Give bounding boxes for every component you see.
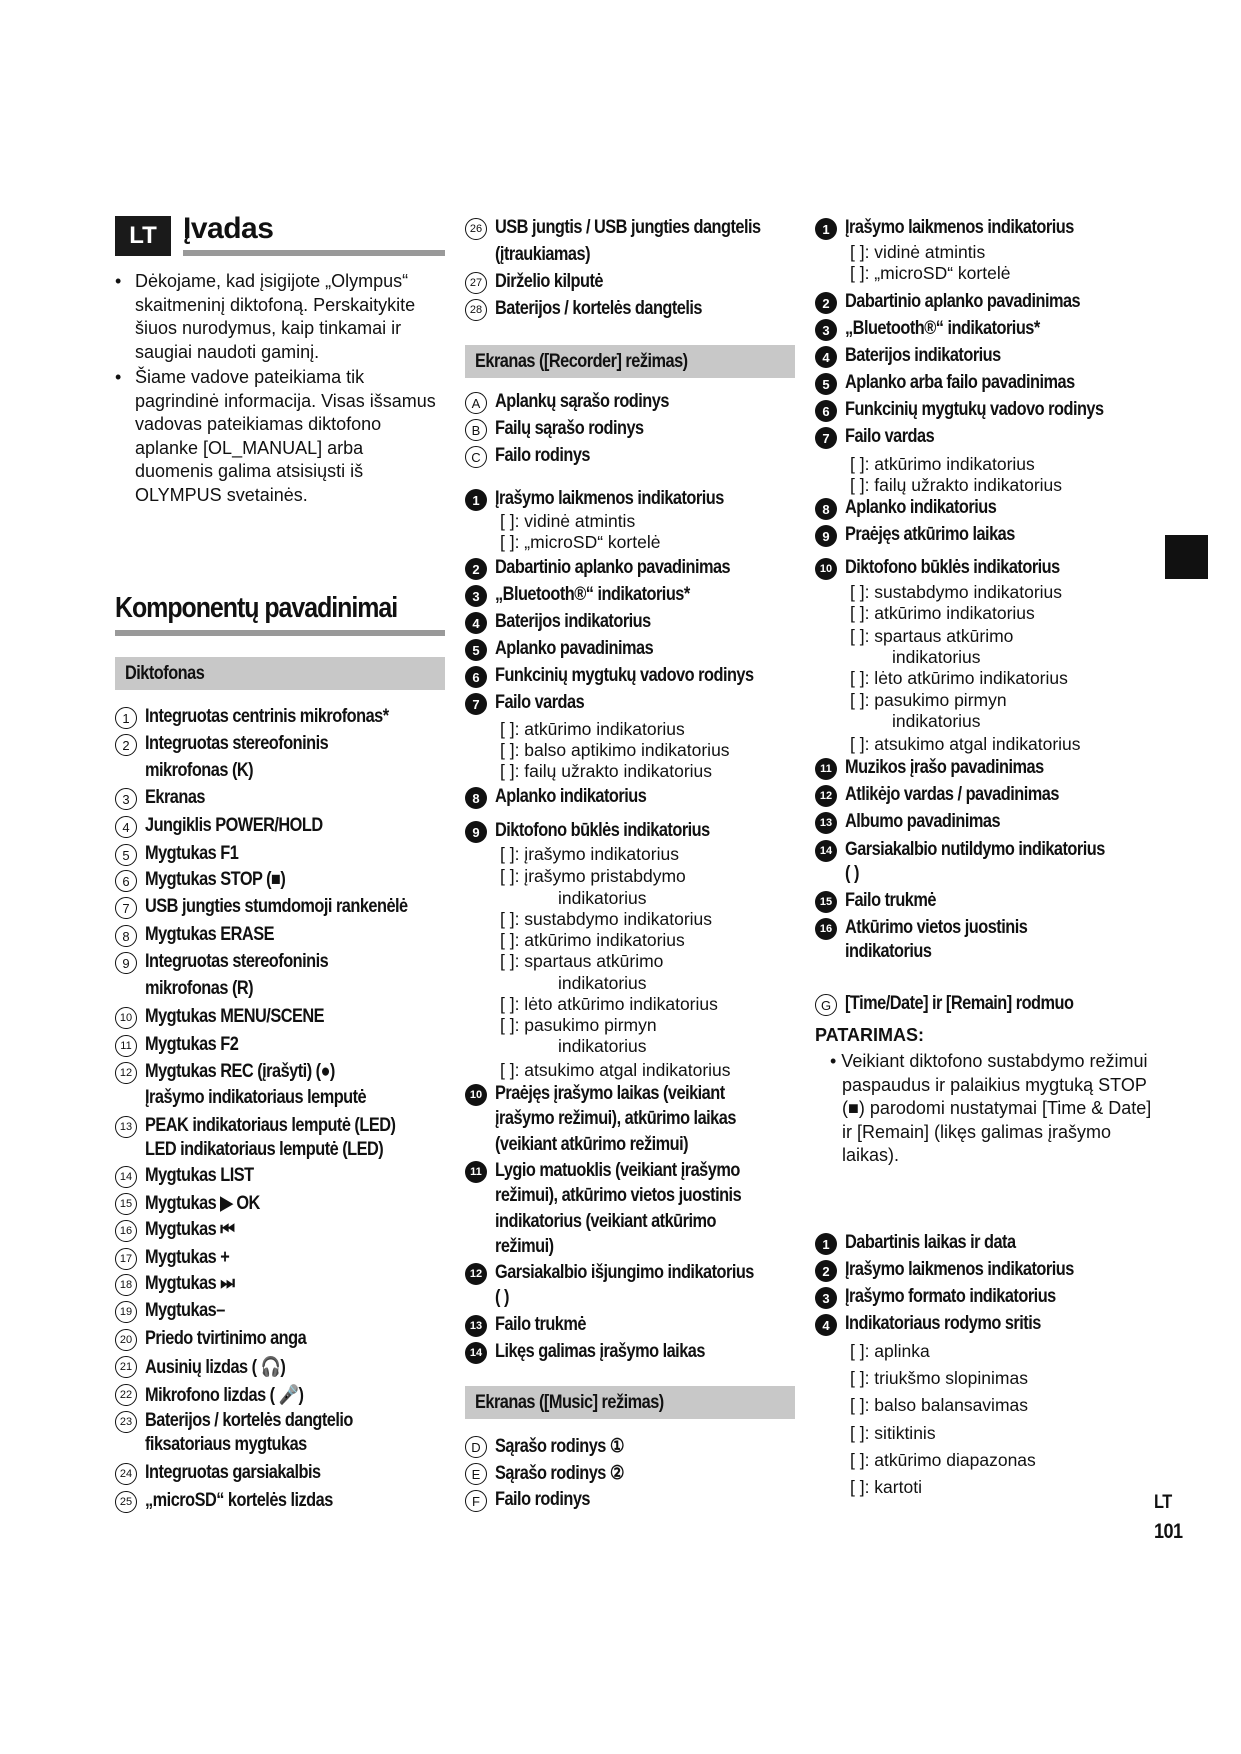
part-item-label: Integruotas stereofoninis [145, 951, 329, 972]
recorder-item-number: 9 [465, 821, 487, 843]
intro-bullet-list [115, 270, 445, 507]
part-item-number: 22 [115, 1384, 137, 1406]
recorder-item-cont [465, 1108, 775, 1131]
recorder-item-number: 2 [465, 558, 487, 580]
part-item [115, 760, 271, 783]
recorder-subitem: indikatorius [558, 973, 647, 993]
part-item [115, 1383, 329, 1407]
view-item-number: B [465, 419, 487, 441]
time-subitem: [ ]: kartoti [850, 1477, 922, 1497]
recorder-item [465, 611, 676, 634]
part-item-number: 8 [115, 925, 137, 947]
footer-lang: LT [1154, 1492, 1172, 1513]
recorder-item-cont-label: įrašymo režimui), atkūrimo laikas [495, 1108, 736, 1129]
music-item-label: Garsiakalbio nutildymo indikatorius [845, 839, 1105, 860]
part-item [465, 217, 804, 240]
music-item [815, 917, 1057, 940]
recorder-item [465, 584, 721, 607]
part-item [115, 978, 271, 1001]
music-item-label: Diktofono būklės indikatorius [845, 557, 1060, 578]
recorder-item-number: 11 [465, 1161, 487, 1183]
recorder-item-label: Diktofono būklės indikatorius [495, 820, 710, 841]
music-item-number: 6 [815, 400, 837, 422]
part-item [115, 1300, 238, 1323]
part-item [115, 1355, 308, 1379]
part-item-number: 20 [115, 1329, 137, 1351]
recorder-item [465, 786, 671, 809]
time-item [815, 1313, 1073, 1336]
music-item-label: Albumo pavadinimas [845, 811, 1001, 832]
part-item [115, 869, 308, 892]
part-item-label: Integruotas centrinis mikrofonas* [145, 706, 389, 727]
music-item-number: 7 [815, 427, 837, 449]
part-item-number: 25 [115, 1491, 137, 1513]
recorder-item-number: 8 [465, 787, 487, 809]
part-item-label: Įrašymo indikatoriaus lemputė [145, 1087, 367, 1108]
part-item-number: 13 [115, 1116, 137, 1138]
view-item-label: Sąrašo rodinys ② [495, 1463, 624, 1484]
recorder-item-label: Baterijos indikatorius [495, 611, 651, 632]
time-subitem: [ ]: triukšmo slopinimas [850, 1368, 1028, 1388]
components-underline [115, 630, 445, 636]
recorder-subitem: indikatorius [558, 1036, 647, 1056]
recorder-item [465, 820, 745, 843]
part-item [115, 815, 352, 838]
music-item [815, 426, 949, 449]
time-item-number: 1 [815, 1233, 837, 1255]
part-item-number: 27 [465, 272, 487, 294]
music-item-label: Atlikėjo vardas / pavadinimas [845, 784, 1059, 805]
recorder-subitem: [ ]: failų užrakto indikatorius [500, 761, 713, 781]
recorder-subitem: [ ]: pasukimo pirmyn [500, 1015, 657, 1035]
recorder-item-number: 10 [465, 1084, 487, 1106]
music-subitem: [ ]: spartaus atkūrimo [850, 626, 1014, 646]
recorder-subitem: [ ]: balso aptikimo indikatorius [500, 740, 730, 760]
recorder-subitem: [ ]: vidinė atmintis [500, 511, 636, 531]
recorder-subitem: [ ]: įrašymo pristabdymo [500, 866, 686, 886]
time-item-label: Įrašymo formato indikatorius [845, 1286, 1056, 1307]
part-item-number: 23 [115, 1411, 137, 1433]
part-item [115, 733, 358, 756]
part-item-label: Mygtukas F1 [145, 843, 239, 864]
part-item [115, 843, 254, 866]
recorder-item-label: Aplanko indikatorius [495, 786, 647, 807]
part-item-number: 1 [115, 707, 137, 729]
view-item-label: Failo rodinys [495, 1489, 590, 1510]
part-item-number: 19 [115, 1301, 137, 1323]
part-item [115, 1087, 402, 1110]
recorder-item-number: 1 [465, 489, 487, 511]
part-item-number: 17 [115, 1248, 137, 1270]
view-item-number: D [465, 1436, 487, 1458]
part-item-label: Mygtukas ERASE [145, 924, 274, 945]
music-item [815, 497, 1021, 520]
music-subitem: [ ]: pasukimo pirmyn [850, 690, 1007, 710]
recorder-item-cont [465, 1211, 752, 1234]
part-item [115, 1192, 279, 1215]
recorder-subitem: indikatorius [558, 888, 647, 908]
part-item [115, 1219, 249, 1242]
recorder-item-label: Likęs galimas įrašymo laikas [495, 1341, 705, 1362]
time-item-number: 4 [815, 1314, 837, 1336]
music-item [815, 811, 1025, 834]
part-item [115, 1247, 243, 1270]
recorder-item-cont [465, 1185, 781, 1208]
part-item-label: Mygtukas STOP (■) [145, 869, 286, 890]
part-item-label: Mygtukas– [145, 1300, 225, 1321]
part-item-number: 24 [115, 1463, 137, 1485]
music-item-number: 2 [815, 292, 837, 314]
music-item-number: 8 [815, 498, 837, 520]
part-item-number: 4 [115, 816, 137, 838]
recorder-item-label: Įrašymo laikmenos indikatorius [495, 488, 724, 509]
part-item-label: Priedo tvirtinimo anga [145, 1328, 307, 1349]
music-item-number: 16 [815, 918, 837, 940]
music-subitem: [ ]: failų užrakto indikatorius [850, 475, 1063, 495]
view-item-label: Aplankų sąrašo rodinys [495, 391, 669, 412]
view-item [465, 418, 668, 441]
recorder-bar-label: Ekranas ([Recorder] režimas) [475, 350, 688, 372]
diktofonas-bar-label: Diktofonas [125, 662, 205, 684]
music-item-label: Failo vardas [845, 426, 935, 447]
part-item-number: 2 [115, 734, 137, 756]
time-item-number: 3 [815, 1287, 837, 1309]
recorder-item-number: 13 [465, 1315, 487, 1337]
part-item-number: 16 [115, 1220, 137, 1242]
music-item [815, 318, 1071, 341]
time-item [815, 1259, 1111, 1282]
part-item [465, 298, 736, 321]
recorder-item-number: 4 [465, 612, 487, 634]
view-item [465, 1489, 605, 1512]
music-item-cont [815, 941, 945, 964]
time-heading [815, 993, 1111, 1016]
recorder-item-cont-label: režimui) [495, 1236, 554, 1257]
part-item-label: mikrofonas (K) [145, 760, 254, 781]
recorder-subitem: [ ]: „microSD“ kortelė [500, 532, 661, 552]
recorder-item-label: Garsiakalbio išjungimo indikatorius [495, 1262, 754, 1283]
recorder-item [465, 638, 679, 661]
view-item-label: Failo rodinys [495, 445, 590, 466]
intro-bullet: • Šiame vadove pateikiama tik pagrindinė informacija. Visas išsamus vadovas pateikiamas diktofono aplanke [OL_MANUAL] arba duomenis galima atsisiųsti iš OLYMPUS svetainės. [115, 366, 445, 507]
tip-text: • Veikiant diktofono sustabdymo režimui paspaudus ir palaikius mygtuką STOP (■) parodomi nustatymai [Time & Date] ir [Remain] (likęs galimas įrašymo laikas). [830, 1051, 1152, 1165]
music-subitem: [ ]: lėto atkūrimo indikatorius [850, 668, 1068, 688]
time-subitem: [ ]: sitiktinis [850, 1423, 936, 1443]
recorder-item [465, 557, 768, 580]
part-item [115, 787, 215, 810]
part-item [115, 1139, 422, 1162]
music-subitem: [ ]: sustabdymo indikatorius [850, 582, 1063, 602]
part-item-number: 11 [115, 1035, 137, 1057]
part-item-label: USB jungtis / USB jungties dangtelis [495, 217, 761, 238]
recorder-item [465, 1314, 601, 1337]
part-item [115, 1490, 363, 1513]
time-heading-label: [Time/Date] ir [Remain] rodmuo [845, 993, 1074, 1014]
music-subitem: [ ]: atkūrimo indikatorius [850, 454, 1035, 474]
music-item-cont-label: indikatorius [845, 941, 932, 962]
view-item [465, 1435, 645, 1458]
music-item-label: Dabartinio aplanko pavadinimas [845, 291, 1081, 312]
music-item-number: 3 [815, 319, 837, 341]
recorder-item-number: 7 [465, 693, 487, 715]
music-item-label: Aplanko arba failo pavadinimas [845, 372, 1075, 393]
part-item-label: Mygtukas LIST [145, 1165, 254, 1186]
music-item-label: Baterijos indikatorius [845, 345, 1001, 366]
section-title-intro: Įvadas [183, 212, 274, 245]
music-bar [465, 1386, 795, 1419]
recorder-item-label: Failo vardas [495, 692, 585, 713]
title-underline [183, 250, 445, 256]
music-bar-label: Ekranas ([Music] režimas) [475, 1391, 664, 1413]
section-tab-marker [1165, 535, 1208, 579]
music-item-number: 15 [815, 891, 837, 913]
recorder-bar [465, 345, 795, 378]
part-item-label: fiksatoriaus mygtukas [145, 1434, 307, 1455]
part-item-label: LED indikatoriaus lemputė (LED) [145, 1139, 384, 1160]
recorder-item-number: 12 [465, 1263, 487, 1285]
time-item [815, 1286, 1090, 1309]
part-item-number: 18 [115, 1274, 137, 1296]
part-item-number: 7 [115, 897, 137, 919]
music-item-cont [815, 863, 861, 886]
time-item-label: Indikatoriaus rodymo sritis [845, 1313, 1041, 1334]
components-title: Komponentų pavadinimai [115, 592, 398, 624]
view-item [465, 391, 697, 414]
part-item-label: PEAK indikatoriaus lemputė (LED) [145, 1115, 396, 1136]
recorder-subitem: [ ]: spartaus atkūrimo [500, 951, 664, 971]
music-subitem: [ ]: atsukimo atgal indikatorius [850, 734, 1081, 754]
music-item [815, 345, 1026, 368]
music-item [815, 524, 1042, 547]
part-item [115, 1328, 332, 1351]
time-heading-number: G [815, 994, 837, 1016]
part-item [115, 1462, 349, 1485]
part-item [465, 244, 605, 267]
part-item-label: Dirželio kilputė [495, 271, 603, 292]
time-item-number: 2 [815, 1260, 837, 1282]
part-item-number: 26 [465, 218, 487, 240]
part-item [115, 1061, 366, 1084]
recorder-subitem: [ ]: atkūrimo indikatorius [500, 719, 685, 739]
language-badge: LT [115, 216, 171, 256]
part-item [115, 1434, 333, 1457]
music-item-label: Aplanko indikatorius [845, 497, 997, 518]
part-item-number: 10 [115, 1007, 137, 1029]
part-item-label: Mygtukas F2 [145, 1034, 239, 1055]
music-item-number: 4 [815, 346, 837, 368]
recorder-item-label: Aplanko pavadinimas [495, 638, 654, 659]
part-item [115, 1273, 249, 1296]
part-item-label: „microSD“ kortelės lizdas [145, 1490, 333, 1511]
music-item [815, 557, 1095, 580]
music-item-number: 13 [815, 812, 837, 834]
music-item-number: 12 [815, 785, 837, 807]
diktofonas-bar [115, 657, 445, 690]
recorder-item-number: 3 [465, 585, 487, 607]
recorder-item-cont-label: indikatorius (veikiant atkūrimo [495, 1211, 716, 1232]
time-subitem: [ ]: balso balansavimas [850, 1395, 1029, 1415]
footer-page-number: 101 [1154, 1520, 1183, 1543]
music-item [815, 291, 1118, 314]
part-item [465, 271, 621, 294]
part-item-number: 28 [465, 299, 487, 321]
part-item-label: Mygtukas REC (įrašyti) (●) [145, 1061, 335, 1082]
part-item-label: Ekranas [145, 787, 205, 808]
recorder-item-cont [465, 1236, 563, 1259]
recorder-item-cont-label: režimui), atkūrimo vietos juostinis [495, 1185, 742, 1206]
recorder-item-cont-label: (veikiant atkūrimo režimui) [495, 1134, 689, 1155]
part-item-label: mikrofonas (R) [145, 978, 254, 999]
music-subitem: indikatorius [892, 647, 981, 667]
part-item-label: Mygtukas ▶ OK [145, 1193, 260, 1214]
music-item-number: 14 [815, 840, 837, 862]
recorder-item [465, 1160, 780, 1183]
recorder-item [465, 692, 599, 715]
recorder-item-label: Failo trukmė [495, 1314, 586, 1335]
time-item-label: Įrašymo laikmenos indikatorius [845, 1259, 1074, 1280]
recorder-item-number: 14 [465, 1342, 487, 1364]
recorder-item-number: 6 [465, 666, 487, 688]
music-item-number: 1 [815, 218, 837, 240]
part-item-label: Ausinių lizdas ( 🎧) [145, 1357, 286, 1378]
music-item-label: Atkūrimo vietos juostinis [845, 917, 1028, 938]
view-item-number: E [465, 1463, 487, 1485]
part-item-label: Baterijos / kortelės dangtelio [145, 1410, 353, 1431]
recorder-subitem: [ ]: lėto atkūrimo indikatorius [500, 994, 718, 1014]
music-subitem: [ ]: vidinė atmintis [850, 242, 986, 262]
music-item-label: Failo trukmė [845, 890, 936, 911]
part-item-label: Mygtukas MENU/SCENE [145, 1006, 325, 1027]
view-item-label: Failų sąrašo rodinys [495, 418, 644, 439]
part-item [115, 706, 428, 729]
part-item-label: (įtraukiamas) [495, 244, 591, 265]
view-item [465, 445, 605, 468]
part-item [115, 951, 358, 974]
recorder-item [465, 1262, 796, 1285]
time-subitem: [ ]: atkūrimo diapazonas [850, 1450, 1036, 1470]
music-subitem: [ ]: „microSD“ kortelė [850, 263, 1011, 283]
part-item [115, 1165, 271, 1188]
music-item-number: 11 [815, 758, 837, 780]
recorder-item [465, 488, 761, 511]
part-item-label: Mygtukas + [145, 1247, 230, 1268]
view-item-number: F [465, 1490, 487, 1512]
recorder-item-cont [465, 1287, 511, 1310]
music-item-number: 10 [815, 558, 837, 580]
part-item-label: Integruotas garsiakalbis [145, 1462, 321, 1483]
intro-bullet: • Dėkojame, kad įsigijote „Olympus“ skaitmeninį diktofoną. Perskaitykite šiuos nurodymus, kaip tinkamai ir saugiai naudoti gaminį. [115, 270, 445, 364]
music-item-label: Įrašymo laikmenos indikatorius [845, 217, 1074, 238]
recorder-subitem: [ ]: įrašymo indikatorius [500, 844, 679, 864]
part-item-number: 14 [115, 1166, 137, 1188]
music-item [815, 784, 1094, 807]
music-item-number: 5 [815, 373, 837, 395]
view-item-label: Sąrašo rodinys ① [495, 1436, 624, 1457]
recorder-item-number: 5 [465, 639, 487, 661]
recorder-item-label: Funkcinių mygtukų vadovo rodinys [495, 665, 754, 686]
tips-label: PATARIMAS: [815, 1025, 924, 1045]
music-item-cont-label: ( ) [845, 863, 859, 884]
music-item-number: 9 [815, 525, 837, 547]
part-item [115, 1115, 436, 1138]
part-item-number: 15 [115, 1193, 137, 1215]
view-item [465, 1462, 645, 1485]
music-item-label: Praėjęs atkūrimo laikas [845, 524, 1015, 545]
part-item-number: 3 [115, 788, 137, 810]
music-item [815, 217, 1111, 240]
recorder-item [465, 1341, 739, 1364]
music-item [815, 839, 1147, 862]
recorder-item-label: Praėjęs įrašymo laikas (veikiant [495, 1083, 725, 1104]
part-item [115, 924, 295, 947]
part-item-label: Mygtukas ⏮ [145, 1219, 235, 1240]
recorder-item [465, 1083, 762, 1106]
recorder-item-label: Dabartinio aplanko pavadinimas [495, 557, 731, 578]
music-subitem: indikatorius [892, 711, 981, 731]
part-item [115, 1006, 353, 1029]
recorder-subitem: [ ]: atkūrimo indikatorius [500, 930, 685, 950]
recorder-item-cont-label: ( ) [495, 1287, 509, 1308]
music-item [815, 399, 1146, 422]
part-item-label: Mygtukas ⏭ [145, 1273, 235, 1294]
part-item-number: 21 [115, 1356, 137, 1378]
recorder-item [465, 665, 796, 688]
part-item [115, 1410, 387, 1433]
time-item-label: Dabartinis laikas ir data [845, 1232, 1016, 1253]
part-item-label: Jungiklis POWER/HOLD [145, 815, 323, 836]
music-item-label: Muzikos įrašo pavadinimas [845, 757, 1044, 778]
recorder-subitem: [ ]: sustabdymo indikatorius [500, 909, 713, 929]
part-item [115, 896, 450, 919]
part-item-number: 12 [115, 1062, 137, 1084]
music-item [815, 890, 951, 913]
music-subitem: [ ]: atkūrimo indikatorius [850, 603, 1035, 623]
recorder-item-cont [465, 1134, 720, 1157]
recorder-subitem: [ ]: atsukimo atgal indikatorius [500, 1060, 731, 1080]
part-item-number: 5 [115, 844, 137, 866]
music-item [815, 372, 1112, 395]
part-item-label: USB jungties stumdomoji rankenėlė [145, 896, 408, 917]
music-item-label: „Bluetooth®“ indikatorius* [845, 318, 1040, 339]
part-item-label: Mikrofono lizdas ( 🎤) [145, 1385, 304, 1406]
time-item [815, 1232, 1043, 1255]
recorder-item-label: Lygio matuoklis (veikiant įrašymo [495, 1160, 740, 1181]
view-item-number: A [465, 392, 487, 414]
music-item-label: Funkcinių mygtukų vadovo rodinys [845, 399, 1104, 420]
part-item-number: 6 [115, 870, 137, 892]
view-item-number: C [465, 446, 487, 468]
part-item [115, 1034, 254, 1057]
part-item-label: Integruotas stereofoninis [145, 733, 329, 754]
part-item-number: 9 [115, 952, 137, 974]
music-item [815, 757, 1076, 780]
time-subitem: [ ]: aplinka [850, 1341, 930, 1361]
part-item-label: Baterijos / kortelės dangtelis [495, 298, 703, 319]
recorder-item-label: „Bluetooth®“ indikatorius* [495, 584, 690, 605]
